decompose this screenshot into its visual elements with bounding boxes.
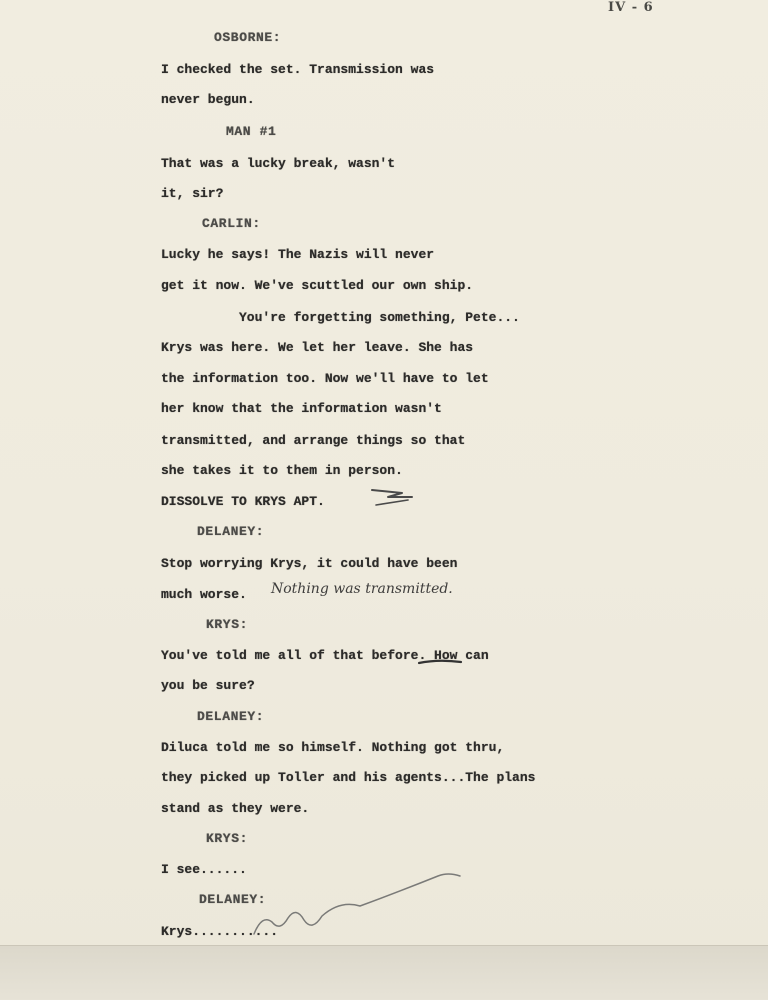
scene-transition: DISSOLVE TO KRYS APT.	[161, 494, 325, 509]
dialogue-line: the information too. Now we'll have to let	[161, 371, 489, 386]
speaker-delaney: DELANEY:	[197, 709, 265, 724]
dialogue-line: her know that the information wasn't	[161, 401, 442, 416]
dialogue-line: stand as they were.	[161, 801, 310, 816]
handwritten-underline	[416, 658, 464, 666]
dialogue-line: Lucky he says! The Nazis will never	[161, 247, 435, 262]
dialogue-line: it, sir?	[161, 186, 224, 201]
speaker-carlin: CARLIN:	[202, 216, 261, 231]
page-number: IV - 6	[608, 0, 654, 15]
dialogue-line: much worse.	[161, 587, 247, 602]
dialogue-line: Stop worrying Krys, it could have been	[161, 556, 458, 571]
dialogue-line: Krys...........	[161, 924, 279, 939]
dialogue-line: you be sure?	[161, 678, 255, 693]
dialogue-line: Krys was here. We let her leave. She has	[161, 340, 474, 355]
dialogue-line: I checked the set. Transmission was	[161, 62, 435, 77]
handwritten-arrow-mark	[368, 486, 420, 508]
dialogue-line: You've told me all of that before. How can	[161, 648, 489, 663]
dialogue-line: transmitted, and arrange things so that	[161, 433, 466, 448]
speaker-krys: KRYS:	[206, 831, 249, 846]
speaker-osborne: OSBORNE:	[214, 30, 282, 45]
dialogue-line: never begun.	[161, 92, 255, 107]
speaker-delaney: DELANEY:	[199, 892, 267, 907]
dialogue-line: they picked up Toller and his agents...The plans	[161, 770, 536, 785]
speaker-man-1: MAN #1	[226, 124, 277, 139]
bottom-page-edge	[0, 945, 768, 1000]
pencil-squiggle	[248, 870, 468, 946]
speaker-delaney: DELANEY:	[197, 524, 265, 539]
dialogue-line: That was a lucky break, wasn't	[161, 156, 396, 171]
dialogue-line: get it now. We've scuttled our own ship.	[161, 278, 474, 293]
speaker-krys: KRYS:	[206, 617, 249, 632]
dialogue-line: Diluca told me so himself. Nothing got thru,	[161, 740, 505, 755]
dialogue-line: she takes it to them in person.	[161, 463, 403, 478]
dialogue-line: I see......	[161, 862, 247, 877]
handwritten-note: Nothing was transmitted.	[271, 581, 453, 597]
dialogue-line: You're forgetting something, Pete...	[239, 310, 520, 325]
